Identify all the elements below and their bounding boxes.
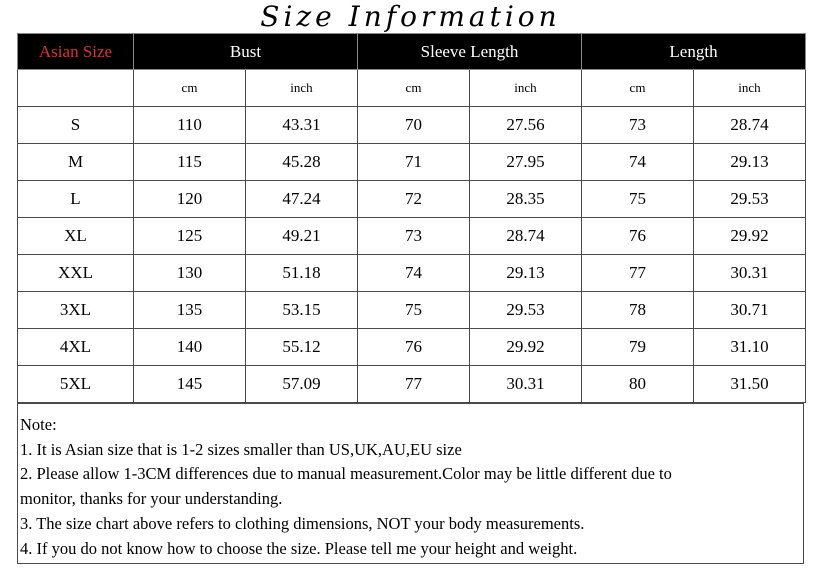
size-cell: S bbox=[18, 107, 134, 144]
sleeve-inch-cell: 28.35 bbox=[470, 181, 582, 218]
note-line: 4. If you do not know how to choose the size. Please tell me your height and weight. bbox=[20, 538, 578, 558]
sleeve-inch-cell: 30.31 bbox=[470, 366, 582, 403]
bust-cm-cell: 110 bbox=[134, 107, 246, 144]
notes-box bbox=[17, 403, 804, 564]
bust-inch-cell: 47.24 bbox=[246, 181, 358, 218]
length-cm-cell: 76 bbox=[582, 218, 694, 255]
header-row bbox=[18, 34, 806, 70]
note-line: monitor, thanks for your understanding. bbox=[20, 489, 283, 509]
sleeve-cm-cell: 74 bbox=[358, 255, 470, 292]
length-cm-cell: 73 bbox=[582, 107, 694, 144]
bust-inch-cell: 53.15 bbox=[246, 292, 358, 329]
length-inch-cell: 28.74 bbox=[694, 107, 806, 144]
length-cm-cell: 78 bbox=[582, 292, 694, 329]
size-cell: 3XL bbox=[18, 292, 134, 329]
table-row bbox=[18, 107, 806, 144]
size-cell: 4XL bbox=[18, 329, 134, 366]
bust-cm-cell: 115 bbox=[134, 144, 246, 181]
table-row bbox=[18, 329, 806, 366]
size-chart-table bbox=[17, 33, 806, 403]
unit-cell: inch bbox=[470, 70, 582, 107]
bust-cm-cell: 140 bbox=[134, 329, 246, 366]
header-length: Length bbox=[582, 34, 806, 70]
unit-cell-blank bbox=[18, 70, 134, 107]
length-inch-cell: 31.10 bbox=[694, 329, 806, 366]
unit-cell: cm bbox=[134, 70, 246, 107]
table-row bbox=[18, 144, 806, 181]
bust-cm-cell: 125 bbox=[134, 218, 246, 255]
size-cell: 5XL bbox=[18, 366, 134, 403]
unit-cell: cm bbox=[582, 70, 694, 107]
table-row bbox=[18, 255, 806, 292]
sleeve-inch-cell: 29.13 bbox=[470, 255, 582, 292]
sleeve-inch-cell: 28.74 bbox=[470, 218, 582, 255]
bust-inch-cell: 45.28 bbox=[246, 144, 358, 181]
bust-inch-cell: 51.18 bbox=[246, 255, 358, 292]
sleeve-inch-cell: 27.56 bbox=[470, 107, 582, 144]
length-inch-cell: 29.53 bbox=[694, 181, 806, 218]
note-line: 3. The size chart above refers to clothing dimensions, NOT your body measurements. bbox=[20, 513, 585, 533]
length-cm-cell: 77 bbox=[582, 255, 694, 292]
note-line: 2. Please allow 1-3CM differences due to manual measurement.Color may be little different due to bbox=[20, 464, 672, 484]
size-cell: XXL bbox=[18, 255, 134, 292]
sleeve-cm-cell: 76 bbox=[358, 329, 470, 366]
sleeve-cm-cell: 72 bbox=[358, 181, 470, 218]
page-title: Size Information bbox=[260, 0, 561, 33]
length-inch-cell: 31.50 bbox=[694, 366, 806, 403]
sleeve-inch-cell: 27.95 bbox=[470, 144, 582, 181]
unit-cell: inch bbox=[694, 70, 806, 107]
length-cm-cell: 74 bbox=[582, 144, 694, 181]
sleeve-inch-cell: 29.53 bbox=[470, 292, 582, 329]
header-sleeve-length: Sleeve Length bbox=[358, 34, 582, 70]
bust-inch-cell: 49.21 bbox=[246, 218, 358, 255]
bust-inch-cell: 55.12 bbox=[246, 329, 358, 366]
sleeve-inch-cell: 29.92 bbox=[470, 329, 582, 366]
sleeve-cm-cell: 71 bbox=[358, 144, 470, 181]
length-cm-cell: 80 bbox=[582, 366, 694, 403]
bust-cm-cell: 120 bbox=[134, 181, 246, 218]
bust-cm-cell: 135 bbox=[134, 292, 246, 329]
unit-cell: cm bbox=[358, 70, 470, 107]
bust-inch-cell: 57.09 bbox=[246, 366, 358, 403]
size-cell: M bbox=[18, 144, 134, 181]
bust-cm-cell: 130 bbox=[134, 255, 246, 292]
header-asian-size: Asian Size bbox=[18, 34, 134, 70]
table-row bbox=[18, 218, 806, 255]
length-inch-cell: 30.71 bbox=[694, 292, 806, 329]
sleeve-cm-cell: 70 bbox=[358, 107, 470, 144]
length-inch-cell: 30.31 bbox=[694, 255, 806, 292]
sleeve-cm-cell: 73 bbox=[358, 218, 470, 255]
notes-heading: Note: bbox=[20, 415, 57, 434]
table-row bbox=[18, 181, 806, 218]
size-cell: XL bbox=[18, 218, 134, 255]
length-cm-cell: 79 bbox=[582, 329, 694, 366]
length-cm-cell: 75 bbox=[582, 181, 694, 218]
unit-cell: inch bbox=[246, 70, 358, 107]
note-line: 1. It is Asian size that is 1-2 sizes smaller than US,UK,AU,EU size bbox=[20, 439, 462, 459]
header-bust: Bust bbox=[134, 34, 358, 70]
unit-row bbox=[18, 70, 806, 107]
table-row bbox=[18, 366, 806, 403]
bust-cm-cell: 145 bbox=[134, 366, 246, 403]
bust-inch-cell: 43.31 bbox=[246, 107, 358, 144]
sleeve-cm-cell: 77 bbox=[358, 366, 470, 403]
length-inch-cell: 29.13 bbox=[694, 144, 806, 181]
sleeve-cm-cell: 75 bbox=[358, 292, 470, 329]
size-cell: L bbox=[18, 181, 134, 218]
length-inch-cell: 29.92 bbox=[694, 218, 806, 255]
table-row bbox=[18, 292, 806, 329]
